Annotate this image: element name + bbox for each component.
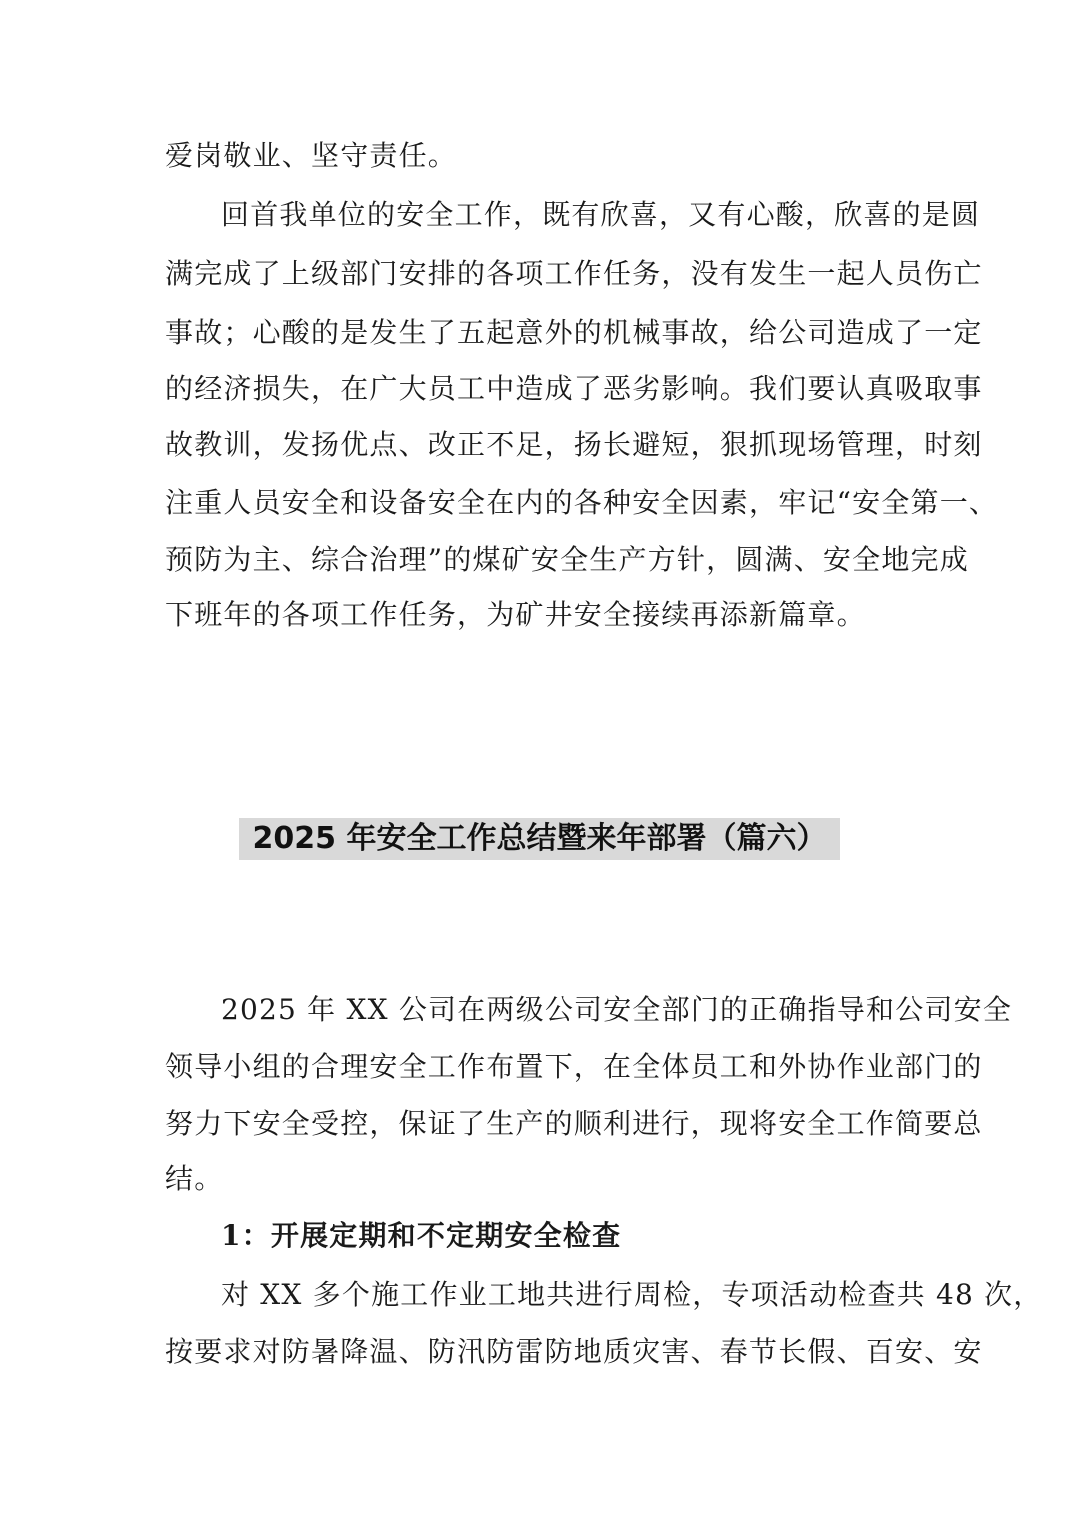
paragraph-line: 的经济损失，在广大员工中造成了恶劣影响。我们要认真吸取事 bbox=[165, 372, 983, 405]
paragraph-line: 满完成了上级部门安排的各项工作任务，没有发生一起人员伤亡 bbox=[165, 257, 983, 290]
paragraph-line: 2025 年 XX 公司在两级公司安全部门的正确指导和公司安全 bbox=[221, 993, 1013, 1026]
section-title: 2025 年安全工作总结暨来年部署（篇六） bbox=[252, 821, 827, 856]
paragraph-line: 注重人员安全和设备安全在内的各种安全因素，牢记“安全第一、 bbox=[165, 486, 999, 519]
section-title-highlight bbox=[239, 818, 840, 860]
paragraph-line: 预防为主、综合治理”的煤矿安全生产方针，圆满、安全地完成 bbox=[165, 543, 969, 576]
paragraph-line: 努力下安全受控，保证了生产的顺利进行，现将安全工作简要总 bbox=[165, 1107, 983, 1140]
paragraph-line: 结。 bbox=[165, 1162, 224, 1195]
paragraph-line: 领导小组的合理安全工作布置下，在全体员工和外协作业部门的 bbox=[165, 1050, 983, 1083]
paragraph-line: 按要求对防暑降温、防汛防雷防地质灾害、春节长假、百安、安 bbox=[165, 1335, 983, 1368]
paragraph-line: 事故；心酸的是发生了五起意外的机械事故，给公司造成了一定 bbox=[165, 316, 983, 349]
paragraph-line: 爱岗敬业、坚守责任。 bbox=[165, 139, 458, 172]
paragraph-line: 下班年的各项工作任务，为矿井安全接续再添新篇章。 bbox=[165, 598, 866, 631]
section-heading: 1：开展定期和不定期安全检查 bbox=[221, 1219, 622, 1252]
paragraph-line: 回首我单位的安全工作，既有欣喜，又有心酸，欣喜的是圆 bbox=[221, 198, 981, 231]
paragraph-line: 故教训，发扬优点、改正不足，扬长避短，狠抓现场管理，时刻 bbox=[165, 428, 983, 461]
paragraph-line: 对 XX 多个施工作业工地共进行周检，专项活动检查共 48 次， bbox=[221, 1278, 1043, 1311]
